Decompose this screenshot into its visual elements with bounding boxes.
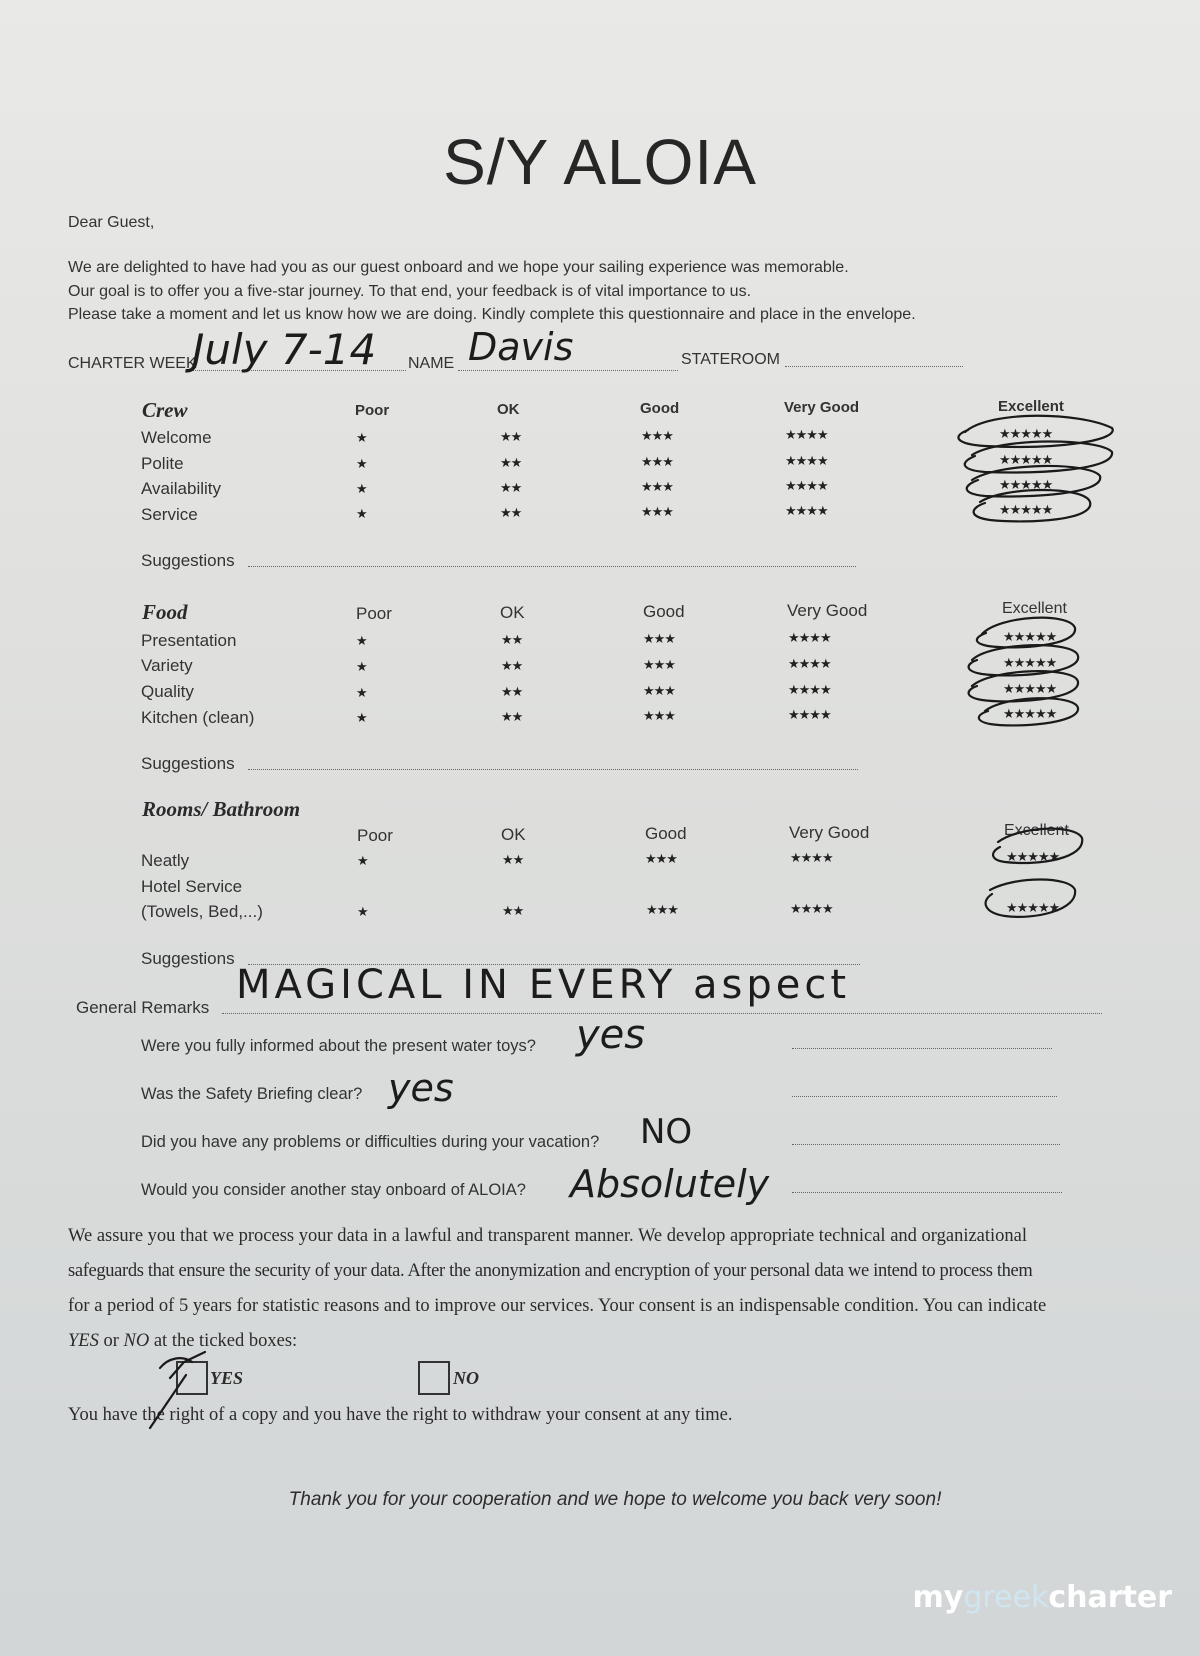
rating-option[interactable]: ★ bbox=[356, 633, 367, 648]
rating-option-selected[interactable]: ★★★★★ bbox=[1003, 681, 1057, 696]
suggestions-label: Suggestions bbox=[141, 754, 235, 773]
rating-option[interactable]: ★★★ bbox=[643, 708, 675, 723]
answer-line bbox=[792, 1144, 1060, 1145]
rating-option[interactable]: ★★★ bbox=[641, 479, 673, 494]
col-poor: Poor bbox=[355, 402, 390, 419]
charter-week-value[interactable]: July 7-14 bbox=[192, 325, 377, 374]
rating-option[interactable]: ★★ bbox=[502, 852, 524, 867]
question-answer[interactable]: yes bbox=[576, 1012, 646, 1058]
question-answer[interactable]: Absolutely bbox=[570, 1162, 770, 1206]
consent-no-checkbox[interactable] bbox=[418, 1361, 450, 1395]
intro-line: Please take a moment and let us know how we are doing. Kindly complete this questionnaire and place in the envelope. bbox=[68, 306, 916, 323]
rating-option-selected[interactable]: ★★★★★ bbox=[1003, 655, 1057, 670]
rating-option[interactable]: ★★ bbox=[500, 480, 522, 495]
section-title-food: Food bbox=[142, 600, 188, 624]
rating-option-selected[interactable]: ★★★★★ bbox=[1003, 706, 1057, 721]
rating-option[interactable]: ★★ bbox=[500, 455, 522, 470]
rating-option[interactable]: ★★★★ bbox=[788, 630, 831, 645]
consent-yes-label: YES bbox=[210, 1368, 244, 1388]
consent-yes-checkbox[interactable] bbox=[176, 1361, 208, 1395]
privacy-yes: YES bbox=[68, 1331, 99, 1351]
row-label: Variety bbox=[141, 656, 193, 675]
rating-option[interactable]: ★★ bbox=[500, 505, 522, 520]
rating-option[interactable]: ★★★★ bbox=[785, 478, 828, 493]
rating-option[interactable]: ★★ bbox=[500, 429, 522, 444]
general-remarks-line bbox=[222, 1013, 1102, 1014]
rating-option[interactable]: ★ bbox=[356, 685, 367, 700]
col-poor: Poor bbox=[356, 604, 392, 623]
col-excellent: Excellent bbox=[1002, 600, 1067, 617]
section-title-crew: Crew bbox=[142, 398, 188, 422]
rating-option[interactable]: ★★★ bbox=[646, 902, 678, 917]
rating-option[interactable]: ★ bbox=[357, 853, 368, 868]
answer-line bbox=[792, 1192, 1062, 1193]
rating-option[interactable]: ★★ bbox=[502, 903, 524, 918]
privacy-line-last bbox=[68, 1324, 297, 1358]
row-label: Kitchen (clean) bbox=[141, 708, 255, 727]
col-ok: OK bbox=[497, 401, 520, 418]
row-label: Neatly bbox=[141, 851, 190, 870]
question-text: Would you consider another stay onboard of ALOIA? bbox=[141, 1181, 526, 1199]
rating-option[interactable]: ★★★★ bbox=[788, 656, 831, 671]
privacy-no: NO bbox=[123, 1331, 150, 1351]
rating-option[interactable]: ★ bbox=[356, 710, 367, 725]
rating-option[interactable]: ★★★ bbox=[643, 657, 675, 672]
rating-option[interactable]: ★ bbox=[356, 659, 367, 674]
form-title: S/Y ALOIA bbox=[443, 126, 757, 198]
col-very-good: Very Good bbox=[789, 823, 870, 842]
question-answer[interactable]: NO bbox=[640, 1112, 693, 1152]
privacy-line: We assure you that we process your data in a lawful and transparent manner. We develop appropriate technical and organizational bbox=[68, 1226, 1028, 1246]
greeting: Dear Guest, bbox=[68, 214, 155, 231]
rating-option[interactable]: ★★★★ bbox=[790, 901, 833, 916]
row-label: Availability bbox=[141, 479, 222, 498]
general-remarks-value[interactable]: MAGICAL IN EVERY aspect bbox=[236, 962, 851, 1008]
suggestions-line[interactable] bbox=[248, 566, 856, 567]
row-label: Quality bbox=[141, 682, 194, 701]
rating-option[interactable]: ★★★ bbox=[641, 454, 673, 469]
rating-option[interactable]: ★★★★ bbox=[785, 503, 828, 518]
rating-option-selected[interactable]: ★★★★★ bbox=[999, 452, 1053, 467]
rating-option[interactable]: ★ bbox=[357, 904, 368, 919]
suggestions-label: Suggestions bbox=[141, 949, 235, 968]
col-ok: OK bbox=[501, 825, 526, 844]
thank-you-note: Thank you for your cooperation and we hope to welcome you back very soon! bbox=[288, 1489, 942, 1510]
mygreekcharter-watermark: mygreekcharter bbox=[912, 1580, 1172, 1615]
col-very-good: Very Good bbox=[784, 399, 860, 416]
rating-option[interactable]: ★ bbox=[356, 506, 367, 521]
row-label: Welcome bbox=[141, 428, 212, 447]
rating-option[interactable]: ★★★★ bbox=[785, 453, 828, 468]
charter-week-label: CHARTER WEEK bbox=[68, 355, 197, 372]
row-label: Polite bbox=[141, 454, 184, 473]
question-text: Did you have any problems or difficulties during your vacation? bbox=[141, 1133, 600, 1151]
col-good: Good bbox=[640, 400, 680, 417]
suggestions-label: Suggestions bbox=[141, 551, 235, 570]
rating-option[interactable]: ★ bbox=[356, 456, 367, 471]
col-good: Good bbox=[643, 602, 685, 621]
name-line bbox=[458, 370, 678, 371]
rating-option[interactable]: ★★★★ bbox=[788, 707, 831, 722]
rating-option[interactable]: ★★★★ bbox=[788, 682, 831, 697]
question-text: Were you fully informed about the present water toys? bbox=[141, 1037, 536, 1055]
rating-option[interactable]: ★★ bbox=[501, 632, 523, 647]
intro-line: We are delighted to have had you as our guest onboard and we hope your sailing experience was memorable. bbox=[68, 259, 849, 276]
rating-option[interactable]: ★★★★ bbox=[790, 850, 833, 865]
consent-no-label: NO bbox=[453, 1368, 479, 1388]
col-very-good: Very Good bbox=[787, 601, 868, 620]
privacy-line: for a period of 5 years for statistic reasons and to improve our services. Your consent is an indispensable condition. You can indicate bbox=[68, 1296, 1047, 1316]
row-label: Service bbox=[141, 505, 198, 524]
question-answer[interactable]: yes bbox=[388, 1066, 454, 1110]
stateroom-line[interactable] bbox=[785, 366, 963, 367]
rights-text: You have the right of a copy and you have the right to withdraw your consent at any time. bbox=[68, 1405, 733, 1425]
row-label: (Towels, Bed,...) bbox=[141, 902, 263, 921]
row-label: Hotel Service bbox=[141, 877, 243, 896]
rating-option[interactable]: ★ bbox=[356, 481, 367, 496]
answer-line bbox=[792, 1096, 1057, 1097]
rating-option[interactable]: ★★★★ bbox=[785, 427, 828, 442]
rating-option-selected[interactable]: ★★★★★ bbox=[1006, 849, 1060, 864]
section-title-rooms: Rooms/ Bathroom bbox=[142, 797, 301, 821]
col-excellent: Excellent bbox=[998, 398, 1064, 415]
col-excellent: Excellent bbox=[1004, 822, 1069, 839]
rating-option[interactable]: ★★ bbox=[501, 684, 523, 699]
rating-option[interactable]: ★ bbox=[356, 430, 367, 445]
rating-option-selected[interactable]: ★★★★★ bbox=[1003, 629, 1057, 644]
rating-option[interactable]: ★★★ bbox=[641, 504, 673, 519]
rating-option[interactable]: ★★ bbox=[501, 709, 523, 724]
intro-line: Our goal is to offer you a five-star journey. To that end, your feedback is of vital importance to us. bbox=[68, 283, 752, 300]
rating-option[interactable]: ★★★ bbox=[641, 428, 673, 443]
name-label: NAME bbox=[408, 355, 455, 372]
rating-option-selected[interactable]: ★★★★★ bbox=[999, 477, 1053, 492]
name-value[interactable]: Davis bbox=[468, 325, 574, 369]
question-text: Was the Safety Briefing clear? bbox=[141, 1085, 363, 1103]
col-ok: OK bbox=[500, 603, 525, 622]
answer-line bbox=[792, 1048, 1052, 1049]
rating-option[interactable]: ★★★ bbox=[643, 683, 675, 698]
rating-option-selected[interactable]: ★★★★★ bbox=[1006, 900, 1060, 915]
stateroom-label: STATEROOM bbox=[681, 351, 780, 368]
privacy-or: or bbox=[98, 1331, 124, 1351]
general-remarks-label: General Remarks bbox=[76, 998, 210, 1017]
row-label: Presentation bbox=[141, 631, 237, 650]
rating-option[interactable]: ★★★ bbox=[643, 631, 675, 646]
col-poor: Poor bbox=[357, 826, 393, 845]
rating-option[interactable]: ★★★ bbox=[645, 851, 677, 866]
privacy-rest: at the ticked boxes: bbox=[149, 1331, 298, 1351]
col-good: Good bbox=[645, 824, 687, 843]
suggestions-line[interactable] bbox=[248, 769, 858, 770]
rating-option-selected[interactable]: ★★★★★ bbox=[999, 426, 1053, 441]
rating-option-selected[interactable]: ★★★★★ bbox=[999, 502, 1053, 517]
rating-option[interactable]: ★★ bbox=[501, 658, 523, 673]
privacy-line: safeguards that ensure the security of your data. After the anonymization and encryption of your personal data we intend to process them bbox=[68, 1261, 1033, 1281]
